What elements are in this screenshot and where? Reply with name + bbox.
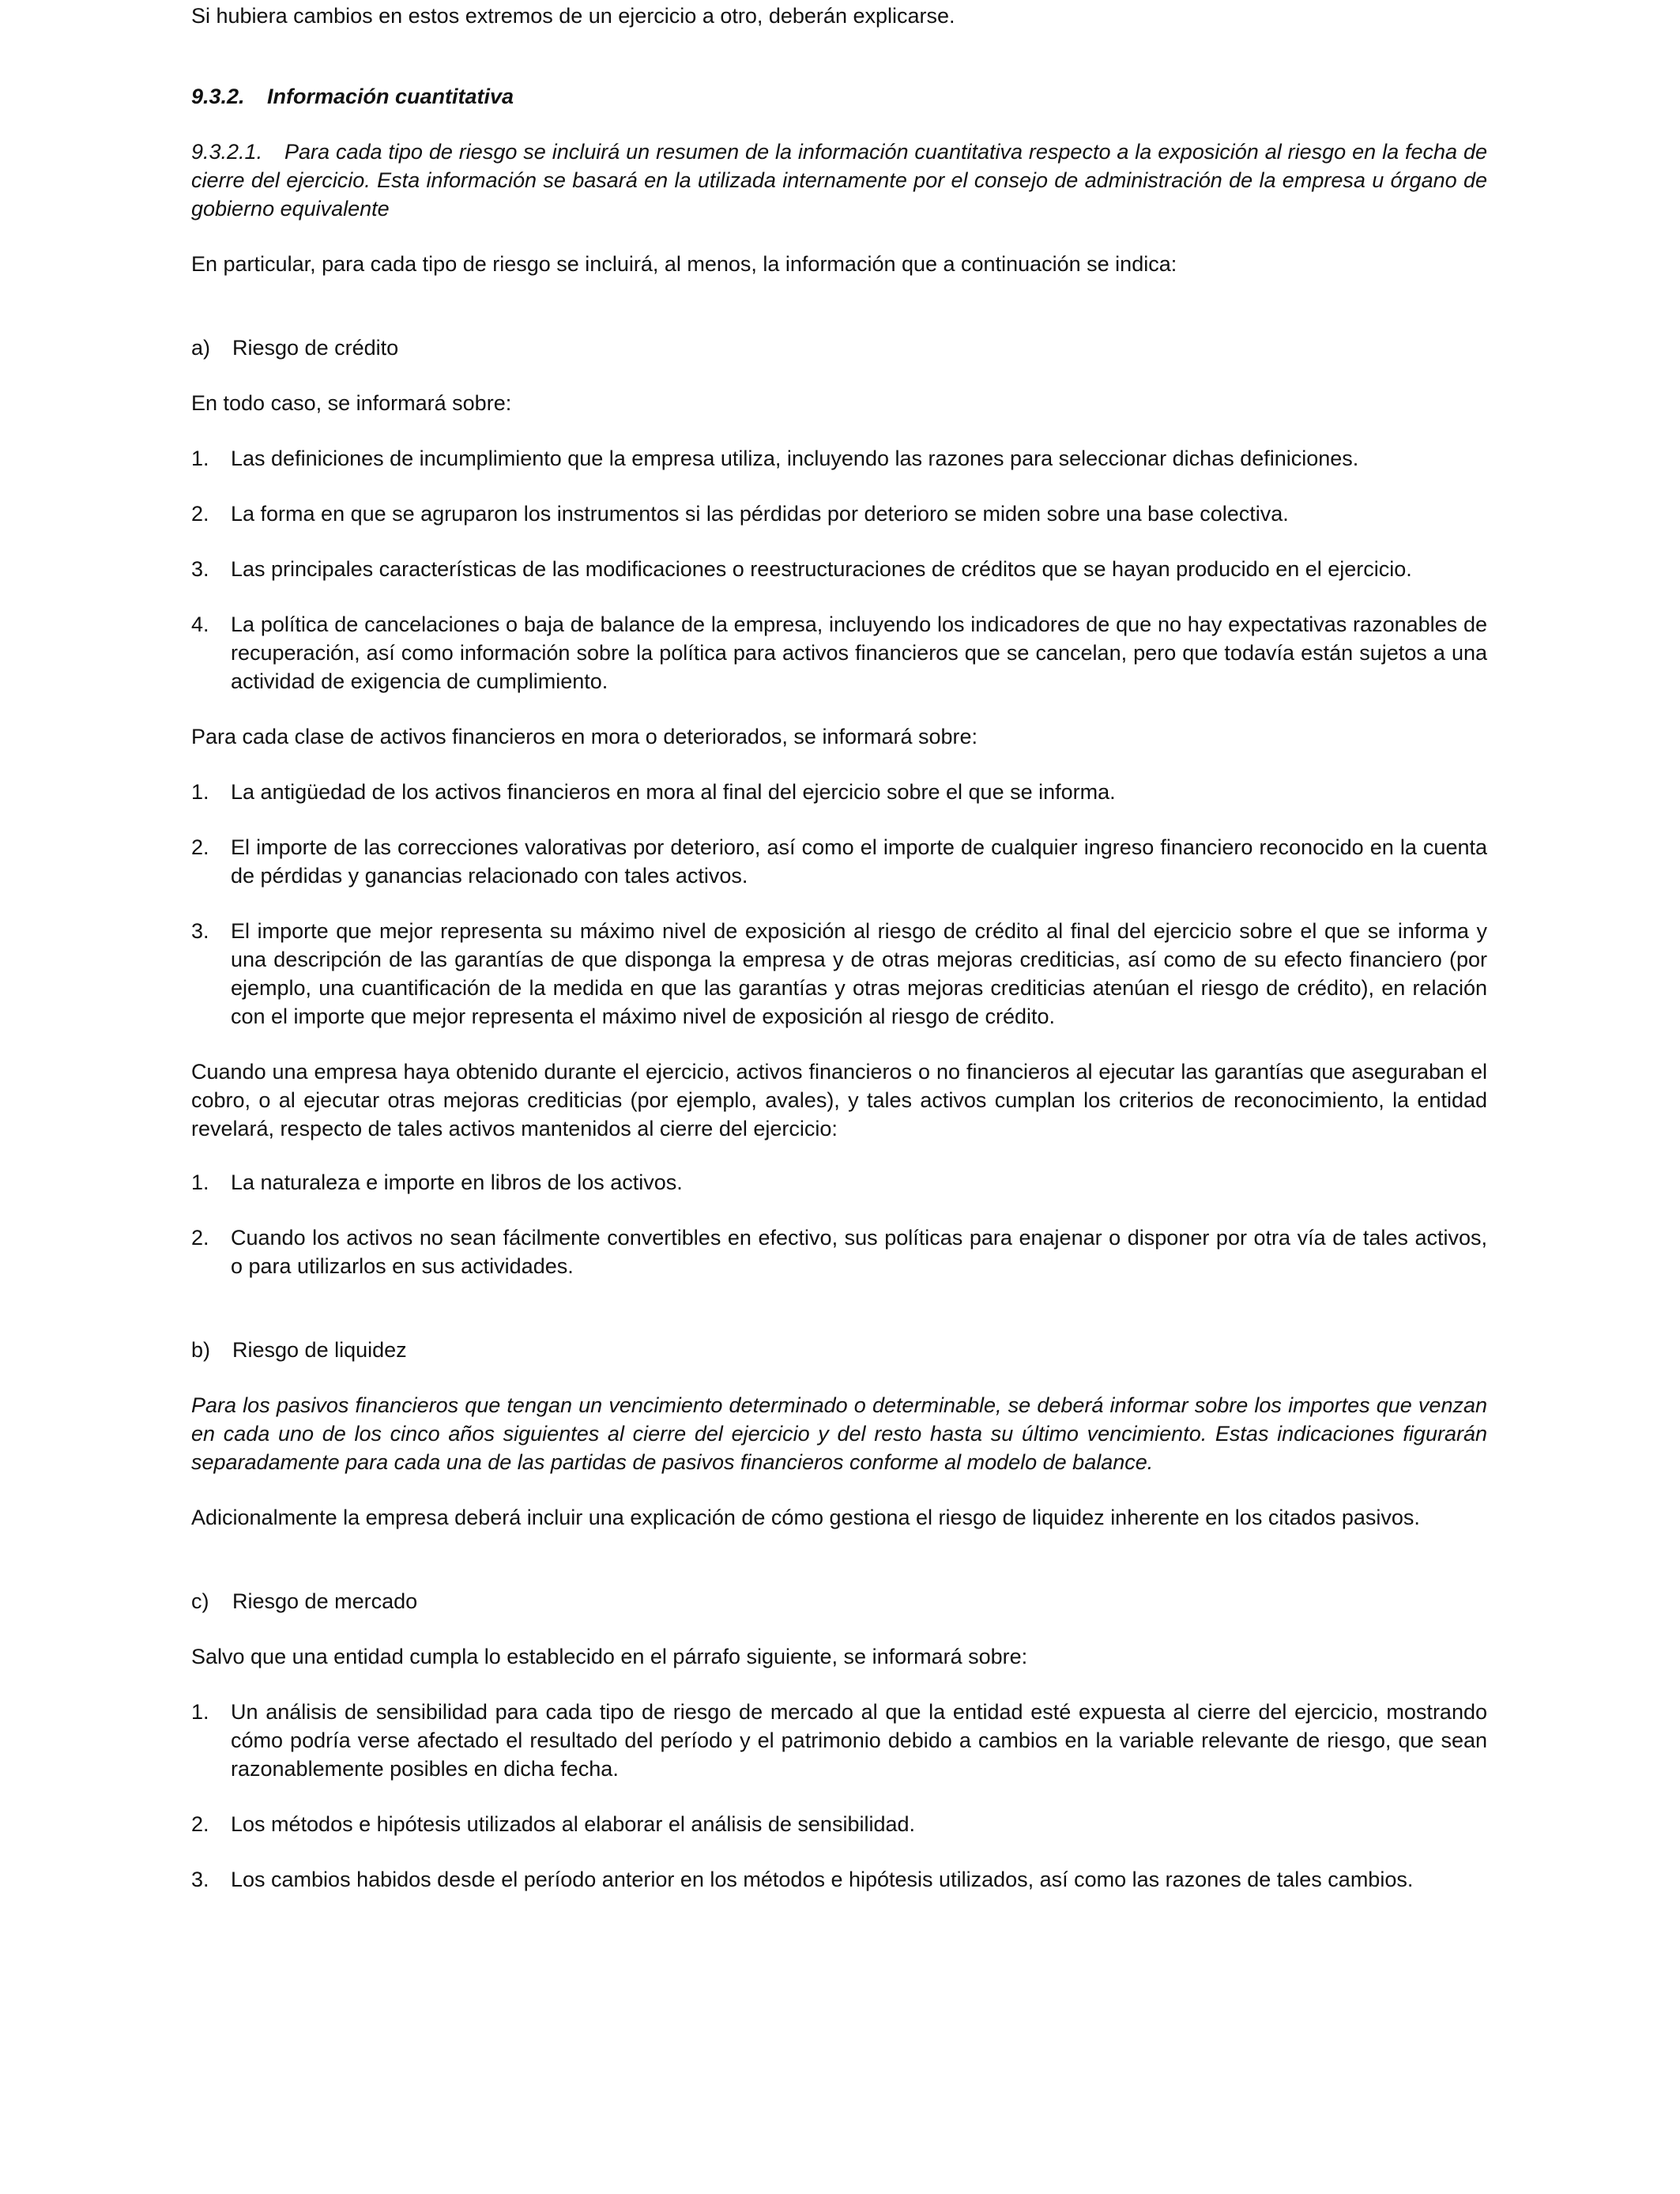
section-c-heading xyxy=(191,1587,417,1615)
list-item-text: Los cambios habidos desde el período anterior en los métodos e hipótesis utilizados, así como las razones de tales cambios. xyxy=(231,1868,1414,1891)
list-item-text: La forma en que se agruparon los instrumentos si las pérdidas por deterioro se miden sobre una base colectiva. xyxy=(231,502,1289,526)
list-item xyxy=(191,1168,1487,1197)
list-item xyxy=(191,499,1487,528)
list-item xyxy=(191,1698,1487,1783)
intro-line: Si hubiera cambios en estos extremos de un ejercicio a otro, deberán explicarse. xyxy=(191,4,955,28)
paragraph-9321 xyxy=(191,138,1487,223)
list-item-number: 2. xyxy=(191,835,209,859)
section-a-heading xyxy=(191,334,398,362)
list-item xyxy=(191,1223,1487,1280)
list-item-number: 1. xyxy=(191,447,209,470)
section-a-intro2: Para cada clase de activos financieros en mora o deteriorados, se informará sobre: xyxy=(191,725,978,748)
list-item-number: 2. xyxy=(191,1226,209,1250)
list-item-text: La antigüedad de los activos financieros en mora al final del ejercicio sobre el que se informa. xyxy=(231,780,1116,804)
section-b-italic-text: Para los pasivos financieros que tengan un vencimiento determinado o determinable, se deberá informar sobre los importes que venzan en cada uno de los cinco años siguientes al cierre del ejercicio y del resto hasta su último vencimiento. Estas indicaciones figurarán separadamente para cada una de las partidas de pasivos financieros conforme al modelo de balance. xyxy=(191,1393,1487,1474)
list-item-text: Las principales características de las modificaciones o reestructuraciones de créditos que se hayan producido en el ejercicio. xyxy=(231,557,1412,581)
list-item-number: 1. xyxy=(191,1171,209,1194)
list-item-text: Cuando los activos no sean fácilmente convertibles en efectivo, sus políticas para enajenar o disponer por otra vía de tales activos, o para utilizarlos en sus actividades. xyxy=(231,1226,1487,1278)
list-item xyxy=(191,555,1487,583)
section-number: 9.3.2. xyxy=(191,85,245,108)
list-item-text: Las definiciones de incumplimiento que la empresa utiliza, incluyendo las razones para seleccionar dichas definiciones. xyxy=(231,447,1359,470)
section-b-text: Adicionalmente la empresa deberá incluir una explicación de cómo gestiona el riesgo de liquidez inherente en los citados pasivos. xyxy=(191,1506,1420,1529)
list-item-number: 2. xyxy=(191,502,209,526)
list-item-text: Un análisis de sensibilidad para cada tipo de riesgo de mercado al que la entidad esté expuesta al cierre del ejercicio, mostrando cómo podría verse afectado el resultado del período y el patrimonio debido a cambios en la variable relevante de riesgo, que sean razonablemente posibles en dicha fecha. xyxy=(231,1700,1487,1781)
list-item xyxy=(191,1865,1487,1894)
list-item xyxy=(191,917,1487,1031)
section-c-title: Riesgo de mercado xyxy=(232,1589,418,1613)
section-heading-932 xyxy=(191,82,514,111)
particular-intro: En particular, para cada tipo de riesgo se incluirá, al menos, la información que a continuación se indica: xyxy=(191,252,1177,276)
list-item-number: 3. xyxy=(191,919,209,943)
section-b-letter: b) xyxy=(191,1338,211,1362)
section-title: Información cuantitativa xyxy=(267,85,514,108)
list-item-text: El importe de las correcciones valorativas por deterioro, así como el importe de cualquier ingreso financiero reconocido en la cuenta de pérdidas y ganancias relacionado con tales activos. xyxy=(231,835,1487,888)
list-item-number: 1. xyxy=(191,1700,209,1724)
section-a-intro3: Cuando una empresa haya obtenido durante el ejercicio, activos financieros o no financieros al ejecutar las garantías que aseguraban el cobro, o al ejecutar otras mejoras crediticias (por ejemplo, avales), y tales activos cumplan los criterios de reconocimiento, la entidad revelará, respecto de tales activos mantenidos al cierre del ejercicio: xyxy=(191,1060,1487,1140)
list-item-text: La naturaleza e importe en libros de los activos. xyxy=(231,1171,683,1194)
list-item-number: 1. xyxy=(191,780,209,804)
list-item-number: 2. xyxy=(191,1812,209,1836)
section-c-letter: c) xyxy=(191,1589,209,1613)
paragraph-number: 9.3.2.1. xyxy=(191,140,263,164)
list-item xyxy=(191,610,1487,696)
list-item-number: 4. xyxy=(191,613,209,636)
section-b-heading xyxy=(191,1336,407,1364)
list-item-text: Los métodos e hipótesis utilizados al elaborar el análisis de sensibilidad. xyxy=(231,1812,916,1836)
list-item xyxy=(191,778,1487,806)
section-a-intro: En todo caso, se informará sobre: xyxy=(191,391,512,415)
list-item-text: La política de cancelaciones o baja de balance de la empresa, incluyendo los indicadores de que no hay expectativas razonables de recuperación, así como información sobre la política para activos financieros que se cancelan, pero que todavía están sujetos a una actividad de exigencia de cumplimiento. xyxy=(231,613,1487,693)
list-item-number: 3. xyxy=(191,557,209,581)
paragraph-text: Para cada tipo de riesgo se incluirá un resumen de la información cuantitativa respecto a la exposición al riesgo en la fecha de cierre del ejercicio. Esta información se basará en la utilizada internamente por el consejo de administración de la empresa u órgano de gobierno equivalente xyxy=(191,140,1487,221)
list-item xyxy=(191,833,1487,890)
section-b-title: Riesgo de liquidez xyxy=(232,1338,407,1362)
list-item-number: 3. xyxy=(191,1868,209,1891)
section-a-letter: a) xyxy=(191,336,211,360)
list-item xyxy=(191,444,1487,473)
section-a-title: Riesgo de crédito xyxy=(232,336,399,360)
list-item xyxy=(191,1810,1487,1838)
section-c-intro: Salvo que una entidad cumpla lo establecido en el párrafo siguiente, se informará sobre: xyxy=(191,1645,1028,1668)
list-item-text: El importe que mejor representa su máximo nivel de exposición al riesgo de crédito al final del ejercicio sobre el que se informa y una descripción de las garantías de que disponga la empresa y de otras mejoras crediticias, así como de su efecto financiero (por ejemplo, una cuantificación de la medida en que las garantías y otras mejoras crediticias atenúan el riesgo de crédito), en relación con el importe que mejor representa el máximo nivel de exposición al riesgo de crédito. xyxy=(231,919,1487,1028)
